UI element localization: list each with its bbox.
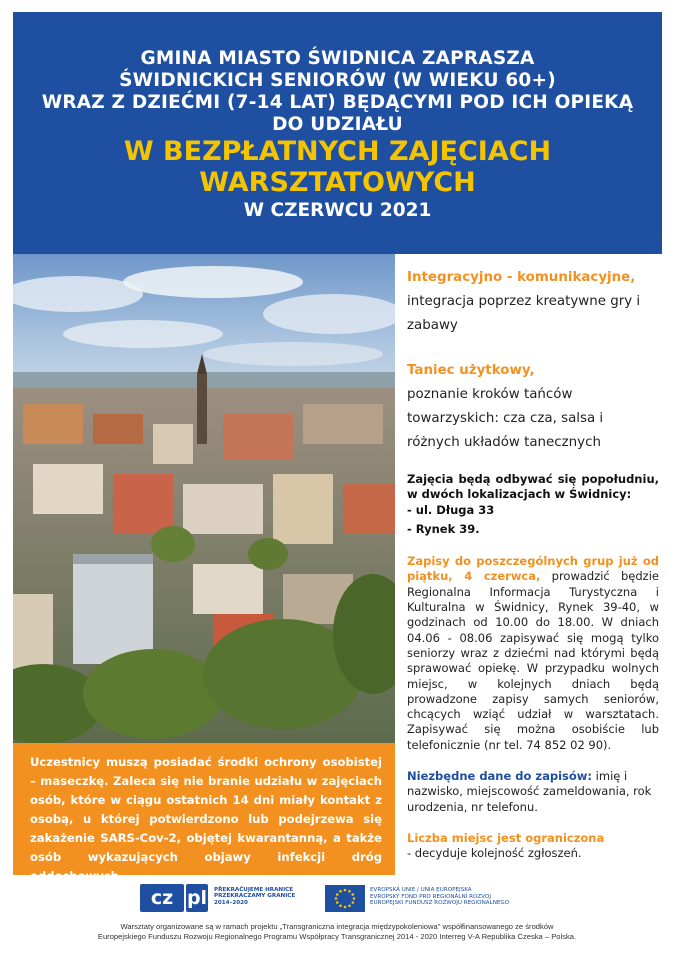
interreg-text [214,887,295,906]
schedule-text: Zajęcia będą odbywać się popołudniu, w dwóch lokalizacjach w Świdnicy: [407,472,659,502]
places-limit [407,831,659,862]
activity-integration [407,268,659,338]
footer-line-1: Warsztaty organizowane są w ramach projektu „Transgraniczna integracja międzypokoleniowa" współfinansowanego ze środków [120,922,554,931]
interreg-pl-logo: pl [186,884,208,912]
address-rynek: - Rynek 39. [407,521,480,536]
header-line-3: WRAZ Z DZIEĆMI (7-14 LAT) BĘDĄCYMI POD ICH OPIEKĄ [41,92,634,113]
eu-flag-icon [325,885,365,912]
interreg-line-3: 2014–2020 [214,899,248,906]
eu-line-2: EVROPSKÝ FOND PRO REGIONÁLNÍ ROZVOJ [370,893,492,900]
header-line-1: GMINA MIASTO ŚWIDNICA ZAPRASZA [140,48,535,69]
activity-description: integracja poprzez kreatywne gry i zabawy [407,294,641,333]
interreg-line-1: PŘEKRAČUJEME HRANICE [214,887,294,893]
activity-title: Taniec użytkowy, [407,363,535,378]
interreg-cz-logo: cz [140,884,184,912]
city-photo [13,254,395,743]
eu-line-1: EVROPSKÁ UNIE / UNIA EUROPEJSKA [370,887,472,893]
header-highlight-2: WARSZTATOWYCH [199,167,476,198]
header-date: W CZERWCU 2021 [243,200,432,221]
header-banner [13,12,662,254]
footer-logos [0,882,674,916]
info-column [407,268,659,862]
address-dluga: - ul. Długa 33 [407,502,495,517]
schedule-info [407,472,659,537]
eu-fund-text [370,887,509,907]
registration-highlight: Zapisy do poszczególnych grup już od piątku, 4 czerwca, [407,554,659,584]
activity-dance [407,361,659,455]
activity-description: poznanie kroków tańców towarzyskich: cza cza, salsa i różnych układów tanecznych [407,387,604,450]
interreg-line-2: PRZEKRACZAMY GRANICE [214,893,296,900]
safety-notice: Uczestnicy muszą posiadać środki ochrony osobistej – maseczkę. Zaleca się nie branie udziału w zajęciach osób, które w ciągu ostatnich 14 dni miały kontakt z osobą, u której potwierdzono lub podejrzewa się zakażenie SARS-Cov-2, objętej kwarantanną, a także osób wykazujących objawy infekcji dróg oddechowych. [13,743,395,875]
places-limit-label: Liczba miejsc jest ograniczona [407,830,605,845]
eu-line-3: EUROPEJSKI FUNDUSZ ROZWOJU REGIONALNEGO [370,900,510,907]
activity-title: Integracyjno - komunikacyjne, [407,270,636,285]
required-data-label: Niezbędne dane do zapisów: [407,769,593,784]
footer-line-2: Europejskiego Funduszu Rozwoju Regionalnego Programu Współpracy Transgranicznej 2014 - 2020 Interreg V-A Republika Czeska – Polska. [97,932,577,941]
required-data [407,769,659,815]
header-highlight-1: W BEZPŁATNYCH ZAJĘCIACH [123,136,552,167]
footer-note [20,922,654,942]
header-line-4: DO UDZIAŁU [272,114,403,135]
places-limit-text: - decyduje kolejność zgłoszeń. [407,846,582,861]
header-line-2: ŚWIDNICKICH SENIORÓW (W WIEKU 60+) [119,70,556,91]
required-data-text: imię i nazwisko, miejscowość zameldowania, rok urodzenia, nr telefonu. [407,769,652,814]
registration-text: prowadzić będzie Regionalna Informacja Turystyczna i Kulturalna w Świdnicy, Rynek 39-40, w godzinach od 10.00 do 18.00. W dniach 04.06 - 08.06 zapisywać się mogą tylko seniorzy wraz z dziećmi nad którymi będą sprawować opiekę. W przypadku wolnych miejsc, w kolejnych dniach będą prowadzone zapisy samych seniorów, chcących wziąć udział w warsztatach. Zapisywać się można osobiście lub telefonicznie (nr tel. 74 852 02 90). [407,569,659,752]
registration-info [407,554,659,753]
